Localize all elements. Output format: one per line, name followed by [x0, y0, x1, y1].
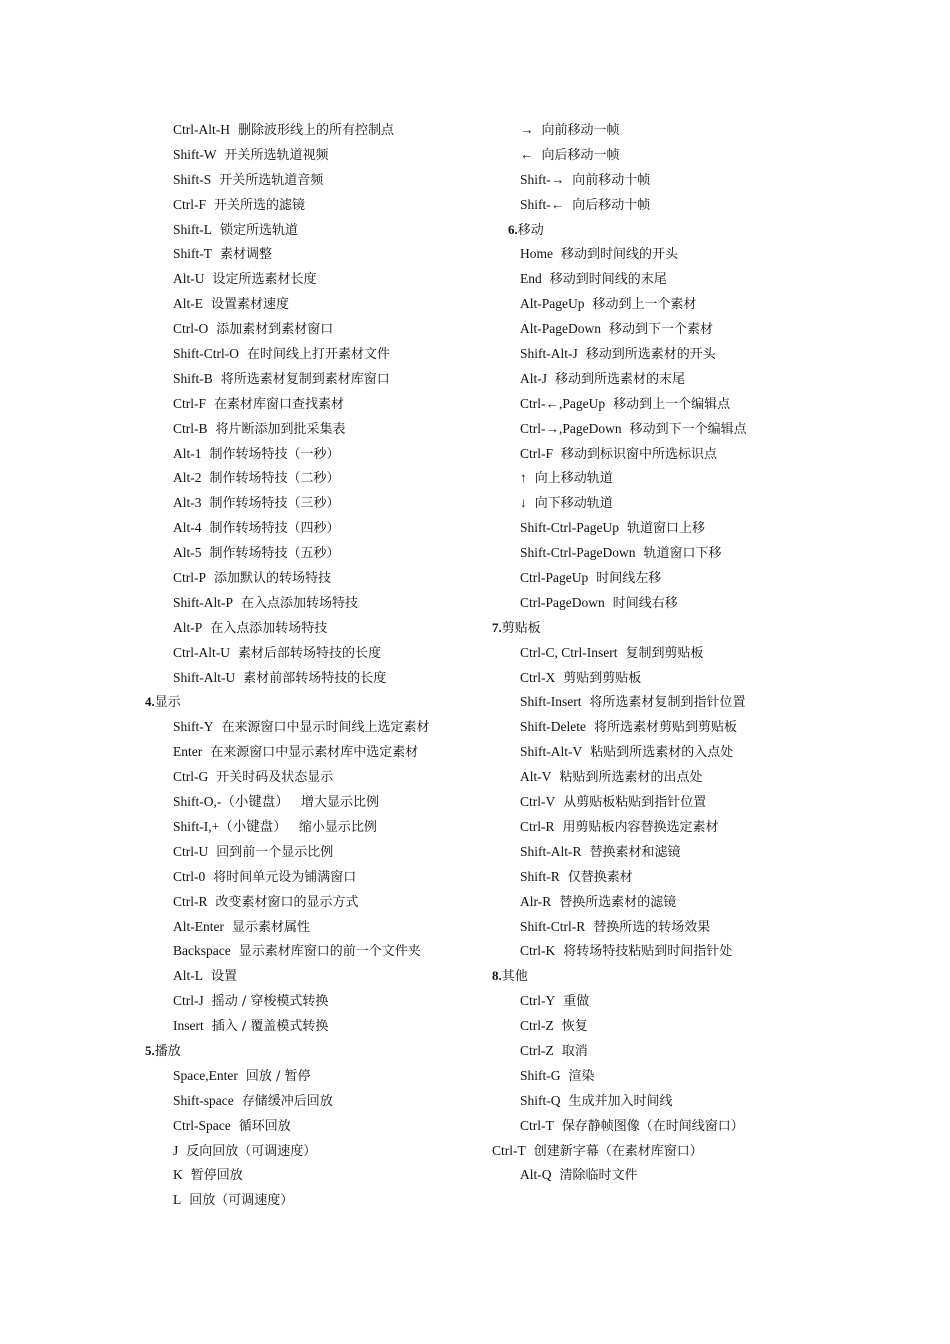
shortcut-item [145, 1114, 475, 1139]
shortcut-item [492, 939, 912, 964]
shortcut-key: Shift-I,+（小键盘） [173, 818, 287, 834]
shortcut-description: 仅替换素材 [567, 869, 633, 885]
shortcut-item [145, 915, 475, 940]
shortcut-description: 替换所选的转场效果 [593, 919, 711, 935]
shortcut-description: 用剪贴板内容替换选定素材 [562, 819, 719, 835]
shortcut-description: 向下移动轨道 [534, 496, 613, 512]
shortcut-item [145, 466, 475, 491]
shortcut-key: Shift-S [173, 171, 212, 187]
shortcut-key: Shift-Ctrl-O [173, 346, 239, 362]
shortcut-description: 生成并加入时间线 [568, 1093, 673, 1109]
shortcut-item [145, 989, 475, 1014]
shortcut-description: 制作转场特技（五秒） [209, 546, 340, 562]
shortcut-description: 重做 [563, 994, 590, 1010]
shortcut-description: 添加默认的转场特技 [214, 571, 332, 587]
shortcut-description: 移动到下一个素材 [609, 322, 714, 338]
shortcut-item [492, 242, 912, 267]
shortcut-item [145, 292, 475, 317]
shortcut-key: Shift-Insert [520, 694, 582, 710]
shortcut-key: Ctrl-Z [520, 1018, 554, 1034]
shortcut-item [145, 168, 475, 193]
shortcut-description: 在入点添加转场特技 [241, 595, 359, 611]
shortcut-key: ↓ [520, 495, 527, 511]
shortcut-key: Shift-Delete [520, 719, 586, 735]
shortcut-item [145, 242, 475, 267]
shortcut-description: 将所选素材复制到指针位置 [589, 695, 746, 711]
shortcut-item [492, 915, 912, 940]
shortcut-key: Shift-Alt-V [520, 744, 583, 760]
shortcut-item [145, 317, 475, 342]
shortcut-key: Alt-5 [173, 545, 202, 561]
shortcut-key: Ctrl-Z [520, 1042, 554, 1058]
shortcut-description: 添加素材到素材窗口 [216, 322, 334, 338]
shortcut-key: Alt-J [520, 370, 547, 386]
shortcut-description: 渲染 [568, 1068, 595, 1084]
shortcut-item [492, 765, 912, 790]
shortcut-item [492, 566, 912, 591]
shortcut-item [145, 1188, 475, 1213]
shortcut-item [492, 815, 912, 840]
section-heading [492, 616, 912, 641]
shortcut-item [145, 890, 475, 915]
shortcut-key: Ctrl-PageDown [520, 594, 605, 610]
shortcut-item [145, 641, 475, 666]
shortcut-key: Alr-R [520, 893, 552, 909]
shortcut-description: 回放（可调速度） [189, 1193, 294, 1209]
section-title: 剪贴板 [501, 620, 541, 636]
shortcut-item [145, 118, 475, 143]
shortcut-description: 制作转场特技（四秒） [209, 521, 340, 537]
shortcut-description: 粘贴到所选素材的入点处 [590, 745, 734, 761]
shortcut-key: Alt-Enter [173, 918, 224, 934]
shortcut-item [492, 591, 912, 616]
shortcut-description: 将片断添加到批采集表 [215, 421, 346, 437]
section-title: 移动 [517, 222, 544, 238]
shortcut-item [145, 342, 475, 367]
shortcut-description: 替换所选素材的滤镜 [559, 894, 677, 910]
shortcut-description: 插入 / 覆盖模式转换 [211, 1019, 329, 1035]
shortcut-item [145, 392, 475, 417]
shortcut-description: 设置素材速度 [211, 297, 290, 313]
shortcut-item [145, 964, 475, 989]
shortcut-item [145, 740, 475, 765]
shortcut-description: 缩小显示比例 [294, 819, 377, 835]
shortcut-key: Shift-B [173, 370, 213, 386]
shortcut-description: 回放 / 暂停 [245, 1068, 311, 1084]
shortcut-description: 恢复 [561, 1019, 588, 1035]
shortcut-item [492, 143, 912, 168]
shortcut-key: Shift-W [173, 146, 217, 162]
shortcut-description: 将时间单元设为铺满窗口 [213, 869, 357, 885]
shortcut-item [145, 367, 475, 392]
shortcut-key: Alt-PageDown [520, 321, 601, 337]
shortcut-key: Ctrl-T [492, 1142, 526, 1158]
shortcut-key: Alt-P [173, 619, 203, 635]
shortcut-item [492, 1014, 912, 1039]
shortcut-description: 移动到标识窗中所选标识点 [561, 446, 718, 462]
shortcut-item [492, 417, 912, 442]
shortcut-item [492, 840, 912, 865]
shortcut-item [145, 1163, 475, 1188]
shortcut-item [492, 466, 912, 491]
shortcut-item [492, 367, 912, 392]
shortcut-key: Ctrl-F [173, 196, 207, 212]
shortcut-description: 轨道窗口下移 [643, 546, 722, 562]
shortcut-key: Shift-← [520, 196, 565, 212]
shortcut-key: Shift-R [520, 868, 560, 884]
shortcut-item [492, 267, 912, 292]
shortcut-description: 移动到上一个素材 [592, 297, 697, 313]
shortcut-description: 素材后部转场特技的长度 [238, 645, 382, 661]
shortcut-key: Ctrl-J [173, 993, 204, 1009]
shortcut-description: 时间线左移 [596, 571, 662, 587]
section-title: 其他 [501, 969, 528, 985]
shortcut-description: 在来源窗口中显示时间线上选定素材 [221, 720, 430, 736]
shortcut-item [145, 840, 475, 865]
shortcut-item [145, 591, 475, 616]
section-number: 7. [492, 619, 502, 635]
shortcut-item [145, 417, 475, 442]
shortcut-key: Shift-Y [173, 719, 214, 735]
shortcut-description: 时间线右移 [612, 595, 678, 611]
shortcut-key: Alt-4 [173, 520, 202, 536]
shortcut-key: Alt-Q [520, 1167, 552, 1183]
shortcut-description: 锁定所选轨道 [220, 222, 299, 238]
shortcut-item [145, 1139, 475, 1164]
shortcut-description: 将所选素材剪贴到剪贴板 [593, 720, 737, 736]
shortcut-item [492, 1039, 912, 1064]
shortcut-description: 制作转场特技（二秒） [209, 471, 340, 487]
section-number: 5. [145, 1042, 155, 1058]
shortcut-description: 制作转场特技（一秒） [209, 446, 340, 462]
shortcut-item [145, 790, 475, 815]
shortcut-item [145, 765, 475, 790]
shortcut-key: ↑ [520, 470, 527, 486]
shortcut-description: 制作转场特技（三秒） [209, 496, 340, 512]
shortcut-description: 存储缓冲后回放 [241, 1093, 333, 1109]
shortcut-description: 在素材库窗口查找素材 [214, 396, 345, 412]
shortcut-key: Shift-Alt-J [520, 346, 578, 362]
shortcut-key: Ctrl-R [173, 893, 208, 909]
shortcut-item [145, 939, 475, 964]
shortcut-key: Shift-O,-（小键盘） [173, 794, 289, 810]
shortcut-key: Ctrl-X [520, 669, 556, 685]
shortcut-item [145, 541, 475, 566]
shortcut-key: Space,Enter [173, 1067, 238, 1083]
shortcut-description: 向后移动一帧 [541, 147, 620, 163]
shortcut-item [145, 715, 475, 740]
shortcut-item [492, 292, 912, 317]
section-heading [492, 964, 912, 989]
shortcut-key: Shift-Alt-U [173, 669, 236, 685]
shortcut-item [492, 118, 912, 143]
shortcut-item [492, 392, 912, 417]
shortcut-item [492, 442, 912, 467]
shortcut-description: 删除波形线上的所有控制点 [238, 123, 395, 138]
shortcut-key: Alt-U [173, 271, 205, 287]
right-column [492, 118, 912, 1188]
shortcut-item [145, 143, 475, 168]
shortcut-key: Ctrl-B [173, 420, 208, 436]
shortcut-description: 开关所选轨道音频 [219, 172, 324, 188]
shortcut-description: 设置 [211, 969, 238, 985]
shortcut-key: Ctrl-Y [520, 993, 556, 1009]
shortcut-item [492, 666, 912, 691]
shortcut-key: Shift-→ [520, 171, 565, 187]
shortcut-key: Ctrl-Alt-U [173, 644, 230, 660]
shortcut-item [145, 815, 475, 840]
shortcut-item [492, 715, 912, 740]
shortcut-key: Alt-L [173, 968, 203, 984]
shortcut-description: 在来源窗口中显示素材库中选定素材 [210, 745, 419, 761]
shortcut-key: Ctrl-→,PageDown [520, 420, 622, 436]
shortcut-key: Shift-Ctrl-R [520, 918, 586, 934]
shortcut-description: 改变素材窗口的显示方式 [215, 894, 359, 910]
shortcut-key: Shift-G [520, 1067, 561, 1083]
shortcut-description: 开关所选的滤镜 [214, 197, 306, 213]
shortcut-key: Insert [173, 1018, 204, 1034]
shortcut-item [145, 1014, 475, 1039]
shortcut-description: 素材调整 [220, 247, 273, 263]
shortcut-item [145, 616, 475, 641]
shortcut-item [145, 566, 475, 591]
shortcut-key: Ctrl-←,PageUp [520, 395, 606, 411]
shortcut-key: Alt-3 [173, 495, 202, 511]
shortcut-item [492, 1089, 912, 1114]
section-title: 播放 [154, 1043, 181, 1059]
shortcut-key: Ctrl-O [173, 321, 209, 337]
shortcut-key: Enter [173, 744, 203, 760]
shortcut-description: 素材前部转场特技的长度 [243, 670, 387, 686]
shortcut-item [492, 491, 912, 516]
shortcut-description: 移动到时间线的末尾 [549, 272, 667, 288]
shortcut-item [492, 541, 912, 566]
shortcut-key: Alt-2 [173, 470, 202, 486]
shortcut-item [145, 193, 475, 218]
shortcut-key: Shift-Alt-P [173, 594, 234, 610]
shortcut-key: Ctrl-Alt-H [173, 122, 230, 137]
shortcut-description: 替换素材和滤镜 [589, 844, 681, 860]
shortcut-key: Ctrl-F [173, 395, 207, 411]
shortcut-item [492, 1163, 912, 1188]
shortcut-item [145, 1089, 475, 1114]
shortcut-key: Shift-space [173, 1092, 234, 1108]
shortcut-key: Ctrl-F [520, 445, 554, 461]
shortcut-description: 摇动 / 穿梭模式转换 [211, 994, 329, 1010]
shortcut-item [492, 342, 912, 367]
shortcut-description: 反向回放（可调速度） [186, 1143, 317, 1159]
shortcut-item [492, 641, 912, 666]
section-heading [145, 690, 475, 715]
shortcut-item [492, 865, 912, 890]
shortcut-key: End [520, 271, 542, 287]
shortcut-key: Ctrl-C, Ctrl-Insert [520, 644, 618, 660]
shortcut-key: Shift-Ctrl-PageUp [520, 520, 619, 536]
shortcut-key: Ctrl-V [520, 794, 556, 810]
shortcut-item [145, 516, 475, 541]
shortcut-key: Ctrl-Space [173, 1117, 231, 1133]
shortcut-key: Ctrl-0 [173, 868, 206, 884]
shortcut-key: Backspace [173, 943, 231, 959]
shortcut-item [492, 740, 912, 765]
shortcut-item [492, 1114, 912, 1139]
shortcut-description: 将转场特技粘贴到时间指针处 [563, 944, 733, 960]
shortcut-description: 显示素材属性 [231, 919, 310, 935]
shortcut-description: 在入点添加转场特技 [210, 620, 328, 636]
shortcut-description: 轨道窗口上移 [627, 521, 706, 537]
shortcut-description: 将所选素材复制到素材库窗口 [220, 371, 390, 387]
left-column [145, 118, 475, 1213]
shortcut-description: 移动到上一个编辑点 [613, 396, 731, 412]
shortcut-description: 循环回放 [238, 1118, 291, 1134]
shortcut-description: 清除临时文件 [559, 1168, 638, 1184]
shortcut-item [492, 989, 912, 1014]
shortcut-key: Shift-Alt-R [520, 843, 582, 859]
shortcut-key: K [173, 1167, 183, 1183]
shortcut-description: 移动到下一个编辑点 [629, 421, 747, 437]
shortcut-item [492, 168, 912, 193]
shortcut-key: J [173, 1142, 179, 1158]
shortcut-key: Ctrl-P [173, 570, 207, 586]
section-heading [492, 218, 912, 243]
shortcut-key: Shift-Ctrl-PageDown [520, 545, 636, 561]
section-title: 显示 [154, 695, 181, 711]
shortcut-key: Ctrl-T [520, 1117, 554, 1133]
section-number: 4. [145, 694, 155, 710]
shortcut-description: 保存静帧图像（在时间线窗口） [561, 1118, 744, 1134]
shortcut-key: Shift-L [173, 221, 212, 237]
shortcut-key: ← [520, 146, 534, 162]
shortcut-key: Alt-E [173, 296, 203, 312]
shortcut-description: 移动到所选素材的末尾 [555, 371, 686, 387]
shortcut-key: Alt-1 [173, 445, 202, 461]
shortcut-description: 开关所选轨道视频 [224, 147, 329, 163]
shortcut-description: 向前移动一帧 [541, 123, 620, 138]
shortcut-item [145, 267, 475, 292]
section-heading [145, 1039, 475, 1064]
shortcut-description: 向后移动十帧 [572, 197, 651, 213]
shortcut-description: 移动到所选素材的开头 [585, 347, 716, 363]
shortcut-key: Shift-T [173, 246, 212, 262]
shortcut-key: Shift-Q [520, 1092, 561, 1108]
shortcut-item [145, 491, 475, 516]
shortcut-description: 增大显示比例 [296, 795, 380, 811]
shortcut-key: Alt-V [520, 769, 552, 785]
shortcut-item [492, 890, 912, 915]
shortcut-item [492, 690, 912, 715]
shortcut-key: L [173, 1192, 182, 1208]
shortcut-item [492, 317, 912, 342]
shortcut-key: Ctrl-U [173, 843, 209, 859]
shortcut-item [492, 1139, 912, 1164]
shortcut-key: Ctrl-R [520, 818, 555, 834]
shortcut-item [492, 790, 912, 815]
shortcut-key: Ctrl-K [520, 943, 556, 959]
shortcut-item [145, 865, 475, 890]
shortcut-item [492, 193, 912, 218]
shortcut-key: Alt-PageUp [520, 296, 585, 312]
shortcut-description: 复制到剪贴板 [625, 645, 704, 661]
section-number: 6. [508, 221, 518, 237]
shortcut-description: 回到前一个显示比例 [216, 844, 334, 860]
shortcut-item [145, 218, 475, 243]
shortcut-key: Ctrl-G [173, 769, 209, 785]
shortcut-description: 创建新字幕（在素材库窗口） [533, 1143, 703, 1159]
shortcut-key: Ctrl-PageUp [520, 570, 589, 586]
shortcut-description: 在时间线上打开素材文件 [247, 347, 391, 363]
shortcut-key: Home [520, 246, 553, 262]
shortcut-description: 取消 [561, 1043, 588, 1059]
shortcut-key: → [520, 122, 534, 137]
shortcut-description: 粘贴到所选素材的出点处 [559, 770, 703, 786]
shortcut-description: 向上移动轨道 [534, 471, 613, 487]
shortcut-description: 开关时码及状态显示 [216, 770, 334, 786]
shortcut-description: 移动到时间线的开头 [561, 247, 679, 263]
shortcut-description: 设定所选素材长度 [212, 272, 317, 288]
shortcut-item [145, 666, 475, 691]
shortcut-description: 显示素材库窗口的前一个文件夹 [238, 944, 421, 960]
shortcut-description: 暂停回放 [190, 1168, 243, 1184]
shortcut-item [492, 1064, 912, 1089]
shortcut-item [492, 516, 912, 541]
shortcut-item [145, 1064, 475, 1089]
section-number: 8. [492, 968, 502, 984]
shortcut-item [145, 442, 475, 467]
shortcut-description: 从剪贴板粘贴到指针位置 [563, 795, 707, 811]
shortcut-description: 剪贴到剪贴板 [563, 670, 642, 686]
shortcut-description: 向前移动十帧 [572, 172, 651, 188]
